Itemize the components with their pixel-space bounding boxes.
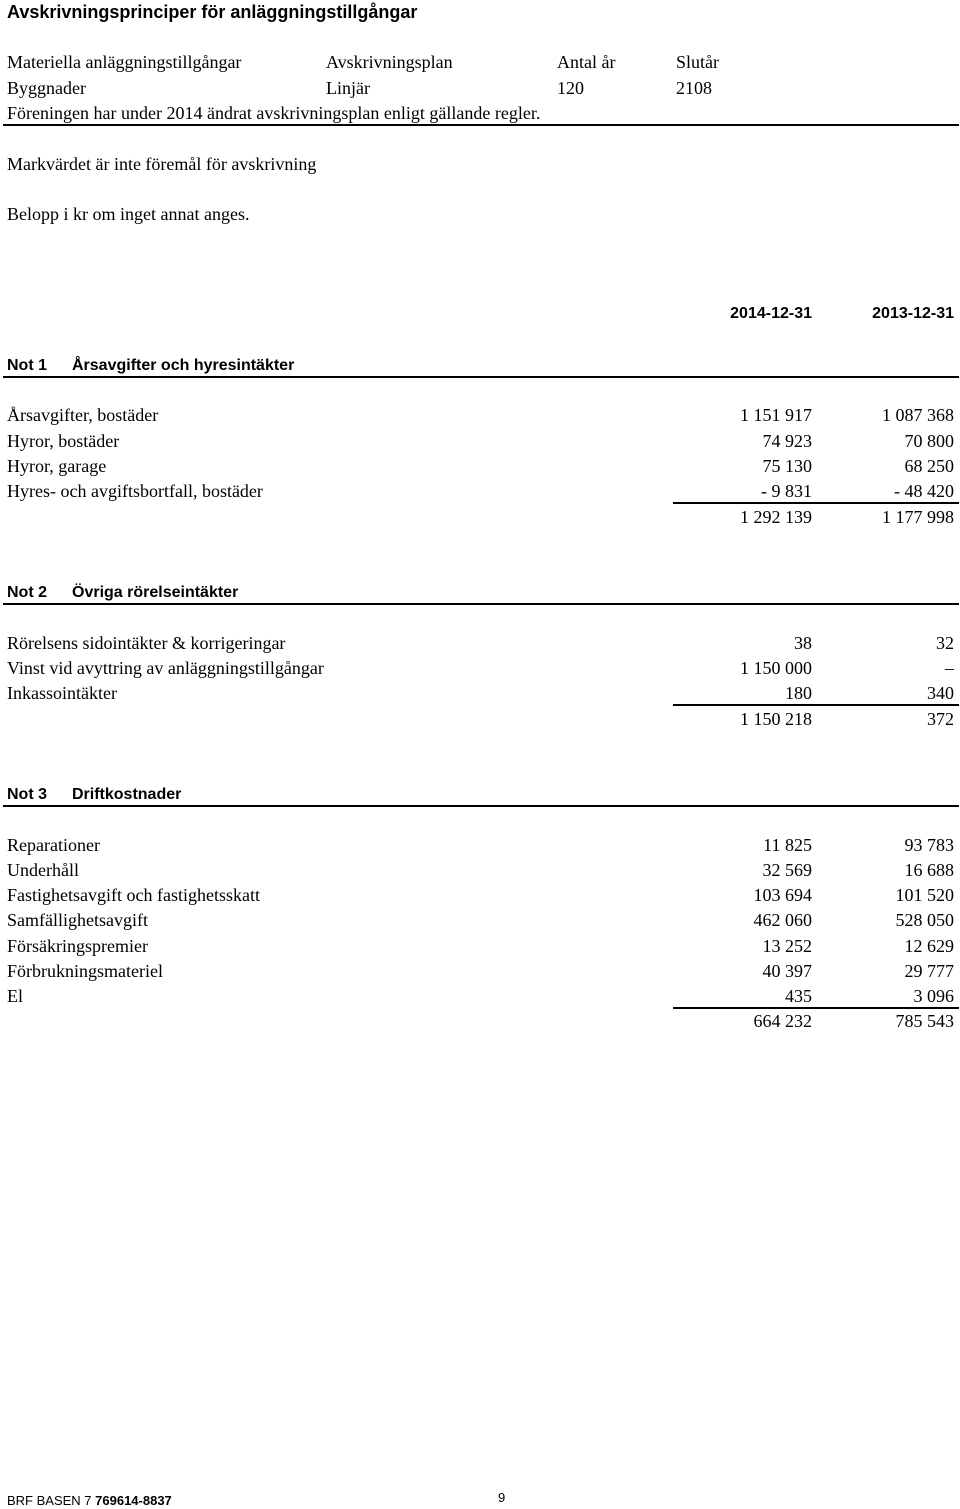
depr-header-asset: Materiella anläggningstillgångar	[7, 52, 242, 72]
note1-row-2014: 75 130	[762, 456, 812, 476]
page-heading: Avskrivningsprinciper för anläggningstillgångar	[7, 2, 418, 22]
note2-rule	[3, 603, 959, 605]
footer-org	[7, 1493, 172, 1508]
depr-header-plan: Avskrivningsplan	[326, 52, 453, 72]
note2-row-2014: 180	[785, 683, 812, 703]
note1-title: Årsavgifter och hyresintäkter	[72, 357, 295, 374]
note1-total-rule	[673, 502, 959, 504]
note3-row-2014: 435	[785, 986, 812, 1006]
note3-total-2013: 785 543	[895, 1011, 954, 1031]
note3-row-2014: 462 060	[753, 910, 812, 930]
depr-header-endyear: Slutår	[676, 52, 719, 72]
amount-note: Belopp i kr om inget annat anges.	[7, 204, 250, 224]
note2-total-2014: 1 150 218	[740, 709, 812, 729]
note3-total-rule	[673, 1007, 959, 1009]
note3-rule	[3, 805, 959, 807]
note3-row-2014: 13 252	[762, 936, 812, 956]
note2-total-rule	[673, 704, 959, 706]
depr-years: 120	[557, 78, 584, 98]
depr-endyear: 2108	[676, 78, 712, 98]
note1-row-2014: 1 151 917	[740, 405, 812, 425]
footer-page-number: 9	[498, 1490, 506, 1505]
footer-org-name: BRF BASEN 7	[7, 1493, 92, 1508]
col-header-2013: 2013-12-31	[872, 305, 954, 322]
note3-row-label: Samfällighetsavgift	[7, 910, 148, 930]
note3-row-2013: 3 096	[913, 986, 954, 1006]
note1-row-2013: 1 087 368	[882, 405, 954, 425]
note3-row-label: Försäkringspremier	[7, 936, 148, 956]
note3-row-2013: 29 777	[904, 961, 954, 981]
note1-row-label: Hyror, bostäder	[7, 431, 120, 451]
depr-header-years: Antal år	[557, 52, 616, 72]
note3-row-2014: 40 397	[762, 961, 812, 981]
note3-row-2013: 101 520	[895, 885, 954, 905]
depr-asset: Byggnader	[7, 78, 86, 98]
note1-rule	[3, 376, 959, 378]
note3-row-2014: 103 694	[753, 885, 812, 905]
note3-row-2014: 11 825	[763, 835, 812, 855]
note2-title: Övriga rörelseintäkter	[72, 584, 239, 601]
note1-number: Not 1	[7, 357, 47, 374]
note2-row-2014: 1 150 000	[740, 658, 812, 678]
depr-plan: Linjär	[326, 78, 370, 98]
note3-title: Driftkostnader	[72, 786, 182, 803]
note1-row-label: Hyror, garage	[7, 456, 107, 476]
note3-row-2013: 528 050	[895, 910, 954, 930]
note1-row-2013: 70 800	[904, 431, 954, 451]
note3-row-label: Underhåll	[7, 860, 79, 880]
note3-row-label: Reparationer	[7, 835, 100, 855]
note1-total-2013: 1 177 998	[882, 507, 954, 527]
note1-row-2013: - 48 420	[894, 481, 954, 501]
col-header-2014: 2014-12-31	[730, 305, 812, 322]
note2-total-2013: 372	[927, 709, 954, 729]
note3-row-label: Förbrukningsmateriel	[7, 961, 163, 981]
note2-row-2013: 32	[936, 633, 954, 653]
note1-row-2014: - 9 831	[761, 481, 812, 501]
footer-org-number: 769614-8837	[95, 1493, 172, 1508]
note2-row-label: Inkassointäkter	[7, 683, 117, 703]
note3-row-2013: 93 783	[904, 835, 954, 855]
note3-row-label: El	[7, 986, 23, 1006]
note3-row-2013: 16 688	[904, 860, 954, 880]
note1-row-label: Hyres- och avgiftsbortfall, bostäder	[7, 481, 263, 501]
note1-row-2014: 74 923	[762, 431, 812, 451]
note3-number: Not 3	[7, 786, 47, 803]
note3-row-label: Fastighetsavgift och fastighetsskatt	[7, 885, 260, 905]
note1-total-2014: 1 292 139	[740, 507, 812, 527]
note2-row-2013: 340	[927, 683, 954, 703]
note2-row-2014: 38	[794, 633, 812, 653]
note2-number: Not 2	[7, 584, 47, 601]
depr-change-note: Föreningen har under 2014 ändrat avskrivningsplan enligt gällande regler.	[7, 103, 541, 123]
note2-row-label: Vinst vid avyttring av anläggningstillgångar	[7, 658, 324, 678]
depr-rule	[3, 124, 959, 126]
note2-row-label: Rörelsens sidointäkter & korrigeringar	[7, 633, 286, 653]
note3-total-2014: 664 232	[753, 1011, 812, 1031]
note2-row-2013: –	[945, 658, 954, 678]
note3-row-2014: 32 569	[762, 860, 812, 880]
note3-row-2013: 12 629	[904, 936, 954, 956]
note1-row-label: Årsavgifter, bostäder	[7, 405, 159, 425]
note1-row-2013: 68 250	[904, 456, 954, 476]
land-note: Markvärdet är inte föremål för avskrivning	[7, 154, 317, 174]
